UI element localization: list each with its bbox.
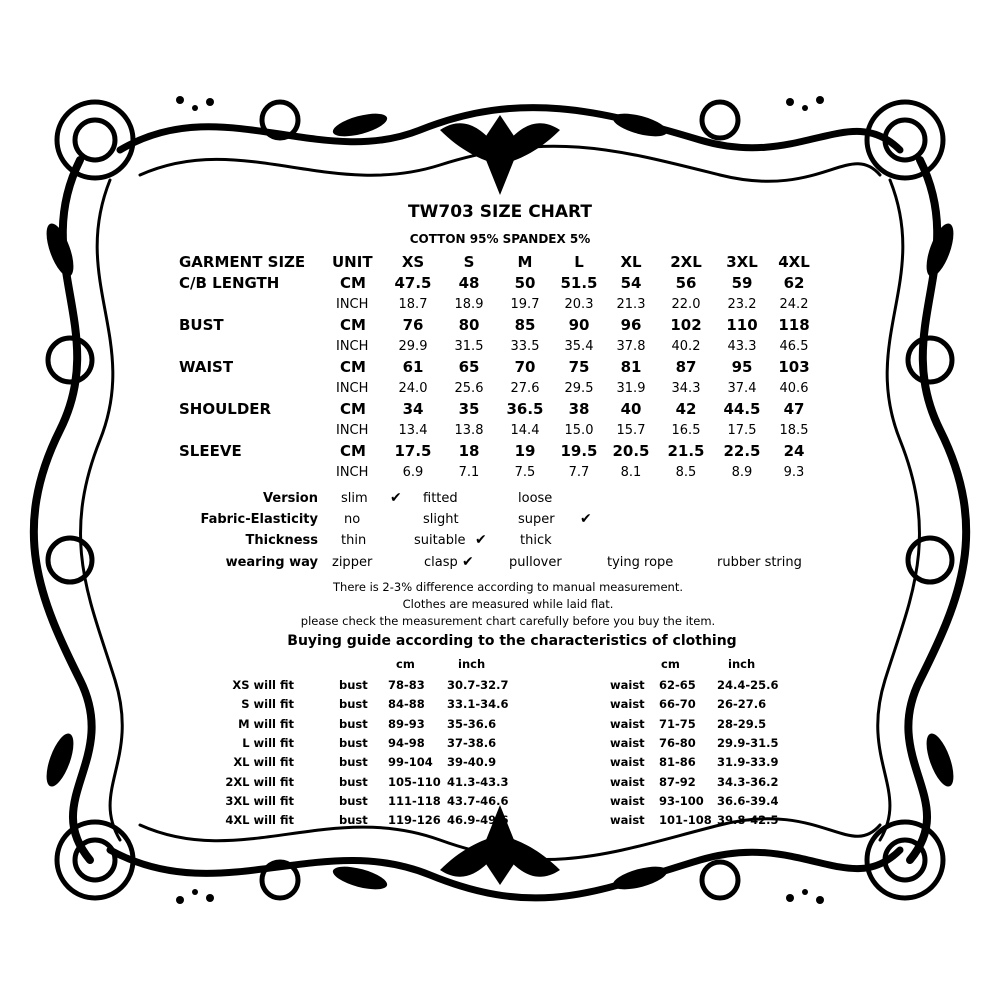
inch-value: 27.6 bbox=[510, 381, 540, 396]
attribute-option: fitted bbox=[423, 491, 458, 506]
size-header: XS bbox=[401, 253, 425, 271]
inch-value: 37.8 bbox=[616, 339, 646, 354]
inch-value: 21.3 bbox=[616, 297, 646, 312]
unit-inch: INCH bbox=[336, 381, 369, 396]
guide-bust-cm: 89-93 bbox=[388, 716, 425, 731]
guide-waist-label: waist bbox=[610, 774, 645, 789]
inch-value: 24.2 bbox=[779, 297, 809, 312]
guide-bust-label: bust bbox=[339, 735, 368, 750]
guide-waist-label: waist bbox=[610, 755, 645, 770]
guide-waist-cm: 62-65 bbox=[659, 678, 696, 692]
guide-col-cm: cm bbox=[396, 657, 415, 671]
cm-value: 35 bbox=[458, 400, 480, 418]
guide-waist-cm: 101-108 bbox=[659, 813, 712, 828]
guide-waist-label: waist bbox=[610, 697, 645, 712]
inch-value: 7.1 bbox=[458, 465, 480, 480]
guide-bust-cm: 99-104 bbox=[388, 755, 433, 770]
inch-value: 18.5 bbox=[779, 423, 809, 438]
inch-value: 7.5 bbox=[514, 465, 536, 480]
attribute-option: slim bbox=[341, 491, 368, 506]
cm-value: 40 bbox=[620, 400, 642, 418]
cm-value: 47.5 bbox=[394, 274, 432, 292]
note-text: Clothes are measured while laid flat. bbox=[402, 597, 614, 611]
check-icon: ✔ bbox=[390, 490, 402, 506]
measurement-name: WAIST bbox=[179, 358, 234, 376]
guide-fit-label: L will fit bbox=[242, 735, 294, 750]
guide-waist-inch: 31.9-33.9 bbox=[717, 755, 779, 770]
attribute-option: zipper bbox=[332, 555, 373, 570]
guide-bust-label: bust bbox=[339, 716, 368, 731]
guide-waist-inch: 28-29.5 bbox=[717, 716, 767, 731]
inch-value: 43.3 bbox=[727, 339, 757, 354]
inch-value: 24.0 bbox=[398, 381, 428, 396]
unit-inch: INCH bbox=[336, 297, 369, 312]
inch-value: 20.3 bbox=[564, 297, 594, 312]
guide-bust-label: bust bbox=[339, 678, 368, 692]
measurement-name: C/B LENGTH bbox=[179, 274, 280, 292]
cm-value: 38 bbox=[568, 400, 590, 418]
guide-col-inch: inch bbox=[728, 657, 756, 671]
unit-cm: CM bbox=[340, 442, 366, 460]
inch-value: 15.0 bbox=[564, 423, 594, 438]
guide-waist-cm: 81-86 bbox=[659, 755, 696, 770]
guide-fit-label: XL will fit bbox=[233, 755, 294, 770]
inch-value: 16.5 bbox=[671, 423, 701, 438]
attribute-option: tying rope bbox=[607, 555, 674, 570]
size-header: 3XL bbox=[726, 253, 758, 271]
cm-value: 17.5 bbox=[394, 442, 432, 460]
inch-value: 8.1 bbox=[620, 465, 642, 480]
attribute-option: pullover bbox=[509, 555, 562, 570]
guide-bust-label: bust bbox=[339, 793, 368, 808]
attribute-option: suitable bbox=[414, 533, 466, 548]
inch-value: 7.7 bbox=[568, 465, 590, 480]
guide-waist-cm: 87-92 bbox=[659, 774, 696, 789]
guide-waist-label: waist bbox=[610, 716, 645, 731]
attribute-label: wearing way bbox=[225, 555, 318, 570]
unit-inch: INCH bbox=[336, 465, 369, 480]
unit-header: UNIT bbox=[332, 253, 373, 271]
inch-value: 17.5 bbox=[727, 423, 757, 438]
cm-value: 19.5 bbox=[560, 442, 598, 460]
guide-bust-inch: 41.3-43.3 bbox=[447, 774, 509, 789]
cm-value: 62 bbox=[783, 274, 805, 292]
cm-value: 95 bbox=[731, 358, 753, 376]
attribute-option: thick bbox=[520, 533, 552, 548]
guide-bust-inch: 33.1-34.6 bbox=[447, 697, 509, 712]
cm-value: 56 bbox=[675, 274, 697, 292]
size-header: L bbox=[574, 253, 584, 271]
attribute-option: super bbox=[518, 512, 555, 527]
guide-waist-label: waist bbox=[610, 678, 645, 692]
size-header: XL bbox=[620, 253, 642, 271]
cm-value: 118 bbox=[778, 316, 810, 334]
guide-waist-inch: 29.9-31.5 bbox=[717, 735, 779, 750]
inch-value: 9.3 bbox=[783, 465, 805, 480]
cm-value: 50 bbox=[514, 274, 536, 292]
unit-cm: CM bbox=[340, 274, 366, 292]
cm-value: 76 bbox=[402, 316, 424, 334]
size-header: S bbox=[463, 253, 475, 271]
cm-value: 24 bbox=[783, 442, 805, 460]
guide-waist-inch: 39.8-42.5 bbox=[717, 813, 779, 828]
inch-value: 31.9 bbox=[616, 381, 646, 396]
buying-guide-title: Buying guide according to the characteristics of clothing bbox=[287, 633, 737, 649]
guide-bust-cm: 111-118 bbox=[388, 793, 441, 808]
cm-value: 61 bbox=[402, 358, 424, 376]
inch-value: 19.7 bbox=[510, 297, 540, 312]
cm-value: 44.5 bbox=[723, 400, 761, 418]
check-icon: ✔ bbox=[475, 532, 487, 548]
guide-bust-label: bust bbox=[339, 774, 368, 789]
inch-value: 40.6 bbox=[779, 381, 809, 396]
guide-fit-label: M will fit bbox=[238, 716, 294, 731]
cm-value: 103 bbox=[778, 358, 810, 376]
attribute-label: Fabric-Elasticity bbox=[200, 512, 318, 527]
attribute-option: thin bbox=[341, 533, 367, 548]
guide-bust-inch: 37-38.6 bbox=[447, 735, 497, 750]
attribute-option: clasp bbox=[424, 555, 458, 570]
inch-value: 35.4 bbox=[564, 339, 594, 354]
cm-value: 59 bbox=[731, 274, 753, 292]
size-header: 4XL bbox=[778, 253, 810, 271]
guide-waist-cm: 76-80 bbox=[659, 735, 696, 750]
unit-cm: CM bbox=[340, 400, 366, 418]
attribute-option: slight bbox=[423, 512, 459, 527]
guide-bust-inch: 43.7-46.6 bbox=[447, 793, 509, 808]
guide-col-inch: inch bbox=[458, 657, 486, 671]
cm-value: 90 bbox=[568, 316, 590, 334]
measurement-name: BUST bbox=[179, 316, 224, 334]
cm-value: 21.5 bbox=[667, 442, 705, 460]
guide-waist-inch: 26-27.6 bbox=[717, 697, 767, 712]
guide-waist-cm: 71-75 bbox=[659, 716, 696, 731]
guide-waist-label: waist bbox=[610, 793, 645, 808]
unit-inch: INCH bbox=[336, 339, 369, 354]
unit-cm: CM bbox=[340, 358, 366, 376]
inch-value: 40.2 bbox=[671, 339, 701, 354]
guide-waist-inch: 34.3-36.2 bbox=[717, 774, 779, 789]
cm-value: 18 bbox=[458, 442, 480, 460]
unit-cm: CM bbox=[340, 316, 366, 334]
cm-value: 51.5 bbox=[560, 274, 598, 292]
cm-value: 75 bbox=[568, 358, 590, 376]
guide-waist-label: waist bbox=[610, 735, 645, 750]
attribute-option: rubber string bbox=[717, 555, 802, 570]
inch-value: 33.5 bbox=[510, 339, 540, 354]
inch-value: 29.5 bbox=[564, 381, 594, 396]
chart-title: TW703 SIZE CHART bbox=[408, 202, 592, 222]
guide-bust-label: bust bbox=[339, 697, 368, 712]
guide-fit-label: XS will fit bbox=[232, 678, 294, 692]
attribute-label: Thickness bbox=[245, 533, 318, 548]
inch-value: 15.7 bbox=[616, 423, 646, 438]
cm-value: 36.5 bbox=[506, 400, 544, 418]
guide-fit-label: 4XL will fit bbox=[225, 813, 294, 828]
cm-value: 47 bbox=[783, 400, 805, 418]
guide-waist-cm: 93-100 bbox=[659, 793, 704, 808]
inch-value: 8.5 bbox=[675, 465, 697, 480]
attribute-label: Version bbox=[263, 491, 318, 506]
guide-waist-inch: 24.4-25.6 bbox=[717, 678, 779, 692]
guide-bust-cm: 78-83 bbox=[388, 678, 425, 692]
cm-value: 42 bbox=[675, 400, 697, 418]
cm-value: 20.5 bbox=[612, 442, 650, 460]
note-text: please check the measurement chart carefully before you buy the item. bbox=[300, 614, 716, 628]
inch-value: 13.4 bbox=[398, 423, 428, 438]
unit-inch: INCH bbox=[336, 423, 369, 438]
guide-bust-inch: 39-40.9 bbox=[447, 755, 497, 770]
attribute-option: no bbox=[344, 512, 361, 527]
cm-value: 80 bbox=[458, 316, 480, 334]
guide-bust-inch: 46.9-49.6 bbox=[447, 813, 509, 828]
inch-value: 31.5 bbox=[454, 339, 484, 354]
size-header: M bbox=[517, 253, 533, 271]
cm-value: 65 bbox=[458, 358, 480, 376]
size-header: 2XL bbox=[670, 253, 702, 271]
cm-value: 81 bbox=[620, 358, 642, 376]
cm-value: 96 bbox=[620, 316, 642, 334]
inch-value: 29.9 bbox=[398, 339, 428, 354]
inch-value: 18.7 bbox=[398, 297, 428, 312]
inch-value: 22.0 bbox=[671, 297, 701, 312]
cm-value: 54 bbox=[620, 274, 642, 292]
guide-bust-inch: 30.7-32.7 bbox=[447, 678, 509, 692]
guide-waist-label: waist bbox=[610, 813, 645, 828]
cm-value: 102 bbox=[670, 316, 702, 334]
cm-value: 22.5 bbox=[723, 442, 761, 460]
measurement-name: SLEEVE bbox=[179, 442, 242, 460]
inch-value: 34.3 bbox=[671, 381, 701, 396]
cm-value: 19 bbox=[514, 442, 536, 460]
guide-col-cm: cm bbox=[661, 657, 680, 671]
cm-value: 87 bbox=[675, 358, 697, 376]
check-icon: ✔ bbox=[580, 511, 592, 527]
cm-value: 48 bbox=[458, 274, 480, 292]
cm-value: 110 bbox=[726, 316, 758, 334]
guide-waist-inch: 36.6-39.4 bbox=[717, 793, 779, 808]
guide-bust-cm: 105-110 bbox=[388, 774, 441, 789]
inch-value: 18.9 bbox=[454, 297, 484, 312]
cm-value: 34 bbox=[402, 400, 424, 418]
inch-value: 13.8 bbox=[454, 423, 484, 438]
guide-waist-cm: 66-70 bbox=[659, 697, 696, 712]
guide-fit-label: 2XL will fit bbox=[225, 774, 294, 789]
inch-value: 25.6 bbox=[454, 381, 484, 396]
guide-bust-inch: 35-36.6 bbox=[447, 716, 497, 731]
check-icon: ✔ bbox=[462, 554, 474, 570]
inch-value: 37.4 bbox=[727, 381, 757, 396]
inch-value: 14.4 bbox=[510, 423, 540, 438]
cm-value: 85 bbox=[514, 316, 536, 334]
guide-bust-cm: 84-88 bbox=[388, 697, 425, 712]
guide-fit-label: 3XL will fit bbox=[225, 793, 294, 808]
guide-bust-cm: 119-126 bbox=[388, 813, 441, 828]
fabric-composition: COTTON 95% SPANDEX 5% bbox=[409, 232, 591, 246]
garment-size-header: GARMENT SIZE bbox=[179, 253, 306, 271]
measurement-name: SHOULDER bbox=[179, 400, 272, 418]
inch-value: 8.9 bbox=[731, 465, 753, 480]
cm-value: 70 bbox=[514, 358, 536, 376]
inch-value: 6.9 bbox=[402, 465, 424, 480]
guide-bust-label: bust bbox=[339, 813, 368, 828]
guide-fit-label: S will fit bbox=[241, 697, 294, 712]
note-text: There is 2-3% difference according to manual measurement. bbox=[333, 580, 683, 594]
guide-bust-cm: 94-98 bbox=[388, 735, 425, 750]
guide-bust-label: bust bbox=[339, 755, 368, 770]
attribute-option: loose bbox=[518, 491, 553, 506]
inch-value: 23.2 bbox=[727, 297, 757, 312]
inch-value: 46.5 bbox=[779, 339, 809, 354]
